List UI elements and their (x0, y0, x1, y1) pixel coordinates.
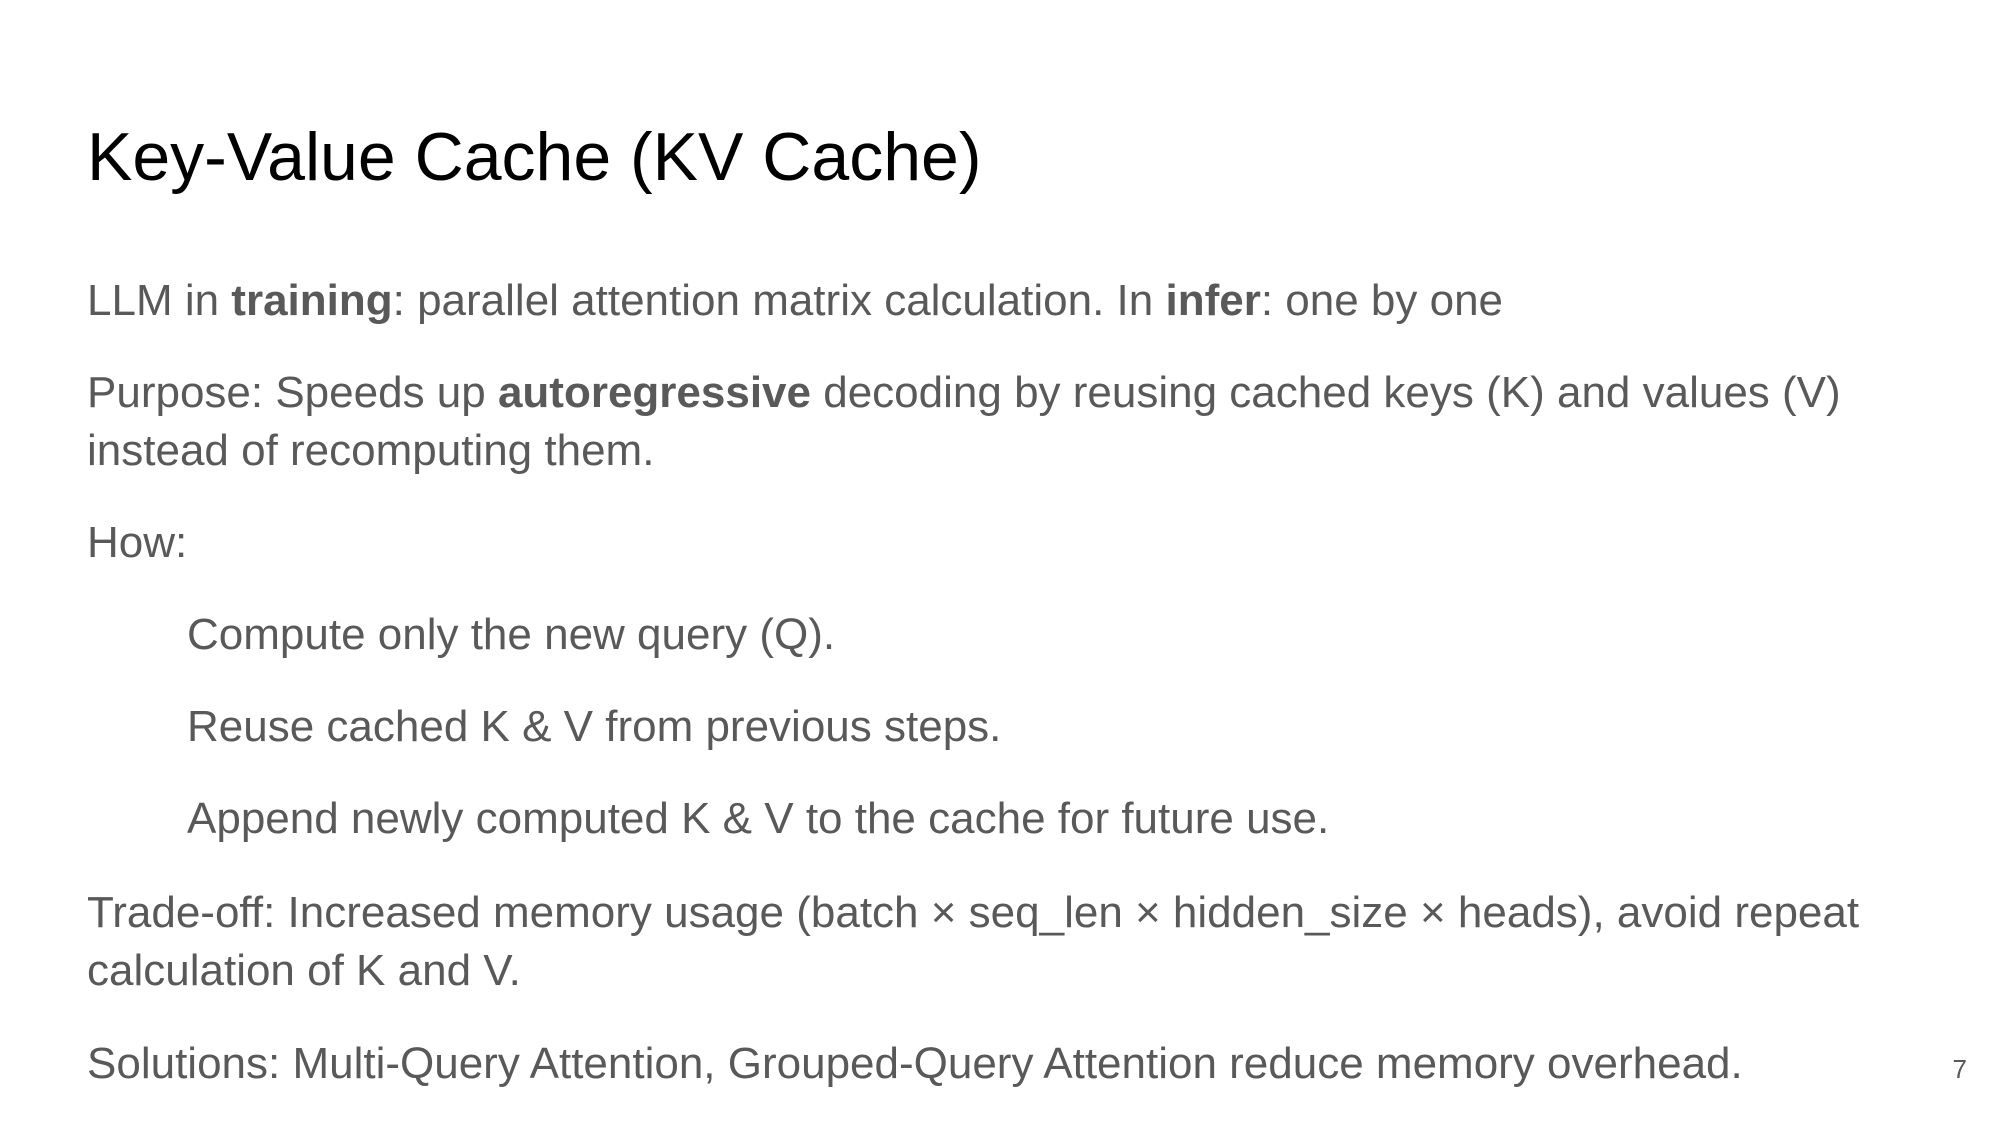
training-bold: training (231, 276, 393, 325)
line1-middle: : parallel attention matrix calculation. In (392, 276, 1166, 325)
purpose-suffix: decoding by reusing cached keys (K) and values (V) instead of recomputing them. (87, 368, 1841, 475)
solutions-paragraph: Solutions: Multi-Query Attention, Grouped-Query Attention reduce memory overhead. (87, 1039, 1743, 1088)
training-vs-inference-line (87, 272, 1907, 330)
slide-title: Key-Value Cache (KV Cache) (87, 119, 982, 195)
line1-prefix: LLM in (87, 276, 232, 325)
how-step-2: Reuse cached K & V from previous steps. (187, 702, 1002, 751)
how-step-3: Append newly computed K & V to the cache for future use. (187, 794, 1330, 843)
how-label: How: (87, 518, 188, 567)
page-number: 7 (1952, 1054, 1967, 1084)
purpose-paragraph (87, 364, 1907, 480)
autoregressive-bold: autoregressive (497, 368, 812, 417)
line1-suffix: : one by one (1260, 276, 1504, 325)
tradeoff-paragraph: Trade-off: Increased memory usage (batch × seq_len × hidden_size × heads), avoid repeat calculation of K and V. (87, 888, 1860, 995)
how-step-1: Compute only the new query (Q). (187, 610, 836, 659)
purpose-prefix: Purpose: Speeds up (87, 368, 498, 417)
infer-bold: infer (1165, 276, 1261, 325)
